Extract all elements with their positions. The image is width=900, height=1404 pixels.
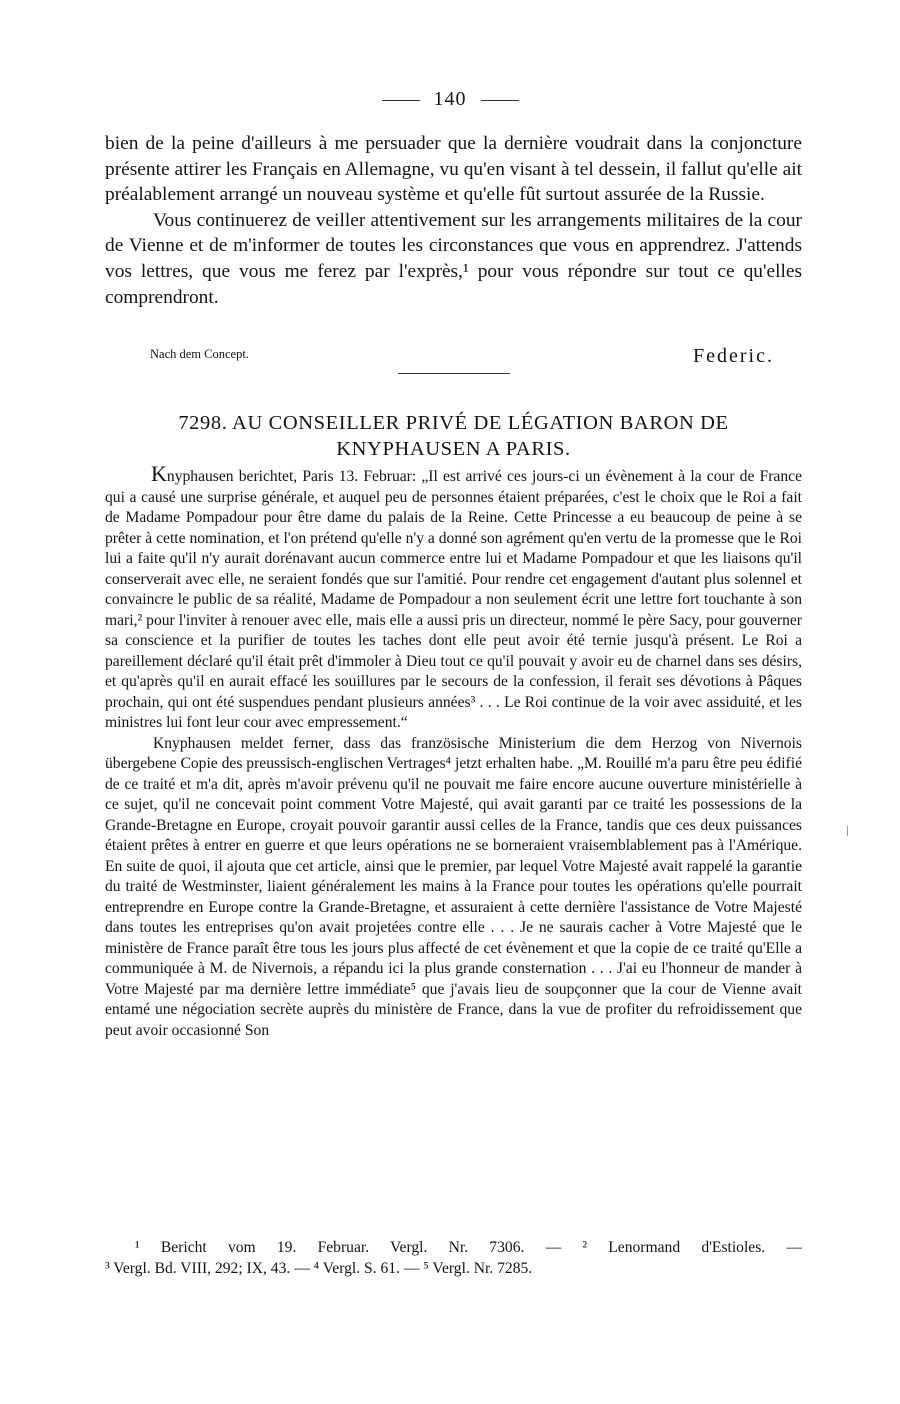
section-divider [398, 373, 510, 374]
report-paragraph: Knyphausen meldet ferner, dass das französische Ministerium die dem Herzog von Nivernois übergebene Copie des preussisch-englischen Vertrages⁴ jetzt erhalten habe. „M. Rouillé m'a paru être peu édifié de ce traité et m'a dit, après m'avoir prévenu qu'il ne pouvait me faire encore aucune ouverture ministérielle à ce sujet, qu'il ne concevait point comment Votre Majesté, qui avait garanti par ce traité les possessions de la Grande-Bretagne en Europe, croyait pouvoir garantir aussi celles de la France, tandis que ces deux puissances étaient prêtes à entrer en guerre et que leurs opérations ne se borneraient vraisemblablement pas à l'Amérique. En suite de quoi, il ajouta que cet article, ainsi que le premier, par lequel Votre Majesté avait rappelé la garantie du traité de Westminster, liaient généralement les mains à la France pour toutes les opérations qu'elle pourrait entreprendre en Europe contre la Grande-Bretagne, et assuraient à cette dernière l'assistance de Votre Majesté dans toutes les entreprises qu'on avait projetées contre elle . . . Je ne saurais cacher à Votre Majesté que le ministère de France paraît être tous les jours plus affecté de cet évènement et que la copie de ce traité qu'Elle a communiquée à M. de Nivernois, a répandu ici la plus grande consternation . . . J'ai eu l'honneur de mander à Votre Majesté par ma dernière lettre immédiate⁵ que j'avais lieu de soupçonner que la cour de Vienne avait entamé une négociation secrète auprès du ministère de France, dans la vue de profiter du refroidissement que peut avoir occasionné Son [105, 734, 803, 1039]
report-paragraph-text: nyphausen berichtet, Paris 13. Februar: „Il est arrivé ces jours-ci un évènement à la cour de France qui a causé une surprise générale, et auquel peu de personnes étaient préparées, c'est le choix que le Roi a fait de Madame Pompadour pour être dame du palais de la Reine. Cette Princesse a eu beaucoup de peine à se prêter à cette nomination, et l'on prétend qu'elle n'y a donné son agrément qu'en vertu de la promesse que le Roi lui a faite qu'il n'y aurait dorénavant aucun commerce entre lui et Madame Pompadour et que les liaisons qu'il conserverait avec elle, ne seraient fondés que sur l'amitié. Pour rendre cet engagement d'autant plus solennel et convaincre le public de sa réalité, Madame de Pompadour a non seulement écrit une lettre fort touchante à son mari,² pour l'inviter à renouer avec elle, mais elle a aussi pris un directeur, nommé le père Sacy, pour gouverner sa conscience et la purifier de toutes les taches dont elle peut avoir été ternie jusqu'à présent. Le Roi a pareillement déclaré qu'il était prêt d'immoler à Dieu tout ce qu'il pouvait y avoir eu de charnel dans ses désirs, et qu'après qu'il en aurait effacé les souillures par le secours de la confession, il ferait ses dévotions à Pâques prochain, qui ont été suspendues pendant plusieurs années³ . . . Le Roi continue de la voir avec assiduité, et les ministres lui font leur cour avec empressement.“ [105, 468, 802, 731]
body-paragraph: bien de la peine d'ailleurs à me persuader que la dernière voudrait dans la conjoncture présente attirer les Français en Allemagne, vu qu'en visant à tel dessein, il fallut qu'elle ait préalablement arrangé un nouveau système et qu'elle fût surtout assurée de la Russie. [105, 133, 802, 206]
page-header [0, 88, 900, 111]
footnote-line: ¹ Bericht vom 19. Februar. Vergl. Nr. 7306. — ² Lenormand d'Estioles. — [135, 1239, 802, 1256]
closing-line [105, 345, 802, 371]
report-body [105, 461, 803, 1041]
page-number: 140 [433, 88, 467, 110]
source-note: Nach dem Concept. [150, 347, 249, 361]
footnotes [105, 1237, 802, 1279]
header-dash-left [382, 100, 420, 101]
body-paragraph: Vous continuerez de veiller attentivement sur les arrangements militaires de la cour de Vienne et de m'informer de toutes les circonstances que vous en apprendrez. J'attends vos lettres, que vous me ferez par l'exprès,¹ pour vous répondre sur tout ce qu'elles comprendront. [105, 209, 802, 308]
signature: Federic. [693, 345, 774, 367]
header-dash-right [481, 100, 519, 101]
letter-title: 7298. AU CONSEILLER PRIVÉ DE LÉGATION BARON DE KNYPHAUSEN A PARIS. [178, 412, 729, 460]
footnote-line: ³ Vergl. Bd. VIII, 292; IX, 43. — ⁴ Vergl. S. 61. — ⁵ Vergl. Nr. 7285. [105, 1260, 533, 1277]
initial-letter: K [151, 461, 167, 486]
margin-mark [847, 826, 848, 836]
letter-body [105, 131, 802, 310]
report-paragraph [105, 461, 802, 734]
